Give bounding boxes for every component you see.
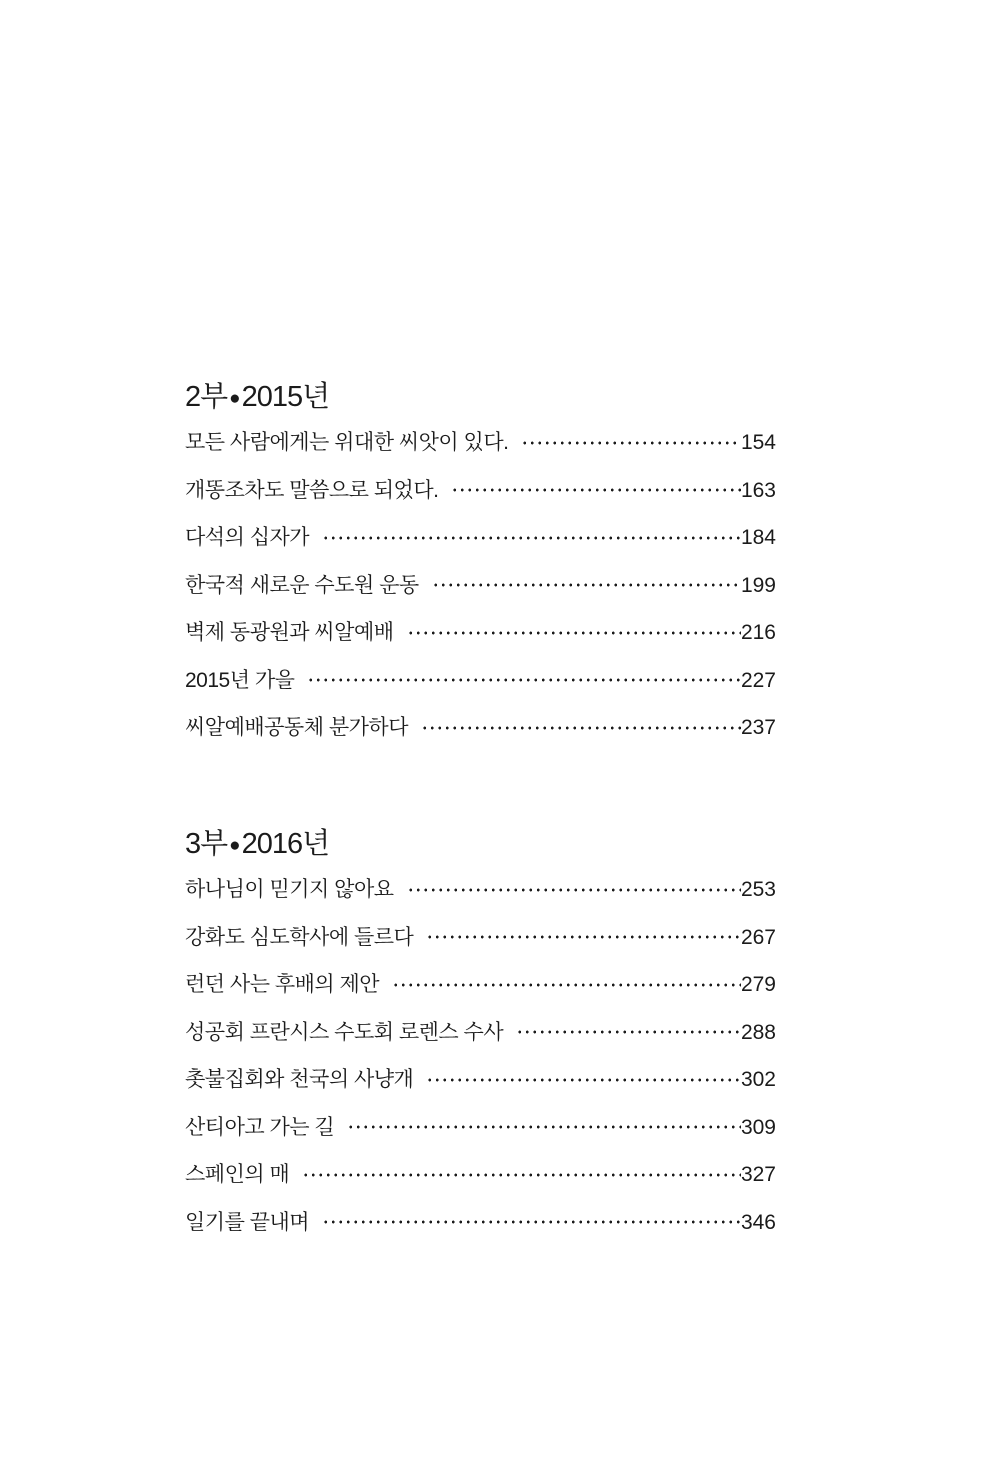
toc-entry-page: 346	[740, 1210, 776, 1234]
toc-entry-label: 산티아고 가는 길	[185, 1115, 335, 1139]
toc-entry-page: 267	[740, 925, 776, 949]
toc-entry-page: 199	[740, 573, 776, 597]
toc-entry	[185, 1163, 776, 1186]
toc-entry	[185, 1116, 776, 1139]
toc-section-part3	[185, 829, 776, 1234]
section-number: 2부	[185, 381, 228, 413]
section-year: 2015년	[241, 381, 330, 413]
toc-entry	[185, 669, 776, 692]
dot-leader	[520, 431, 740, 454]
toc-entry-page: 227	[740, 668, 776, 692]
dot-leader	[346, 1116, 741, 1139]
dot-leader	[420, 716, 741, 739]
bullet-icon: ●	[229, 835, 240, 856]
dot-leader	[321, 526, 741, 549]
toc-entry-page: 309	[740, 1115, 776, 1139]
table-of-contents	[185, 382, 776, 1234]
dot-leader	[431, 574, 741, 597]
toc-entry	[185, 1211, 776, 1234]
dot-leader	[406, 878, 741, 901]
dot-leader	[515, 1021, 741, 1044]
toc-entry-label: 다석의 십자가	[185, 526, 310, 549]
toc-entry	[185, 926, 776, 949]
section-title-part2	[185, 382, 776, 414]
toc-entry	[185, 878, 776, 901]
toc-section-part2	[185, 382, 776, 739]
toc-entry-page: 288	[740, 1020, 776, 1044]
section-number: 3부	[185, 828, 228, 860]
toc-entry	[185, 973, 776, 996]
dot-leader	[301, 1163, 741, 1186]
dot-leader	[321, 1211, 741, 1234]
toc-entry	[185, 526, 776, 549]
toc-entry-label: 모든 사람에게는 위대한 씨앗이 있다.	[185, 431, 509, 454]
toc-entry-label: 강화도 심도학사에 들르다	[185, 925, 414, 949]
toc-entry-label: 2015년 가을	[185, 668, 295, 692]
toc-entry	[185, 479, 776, 502]
toc-entry-label: 성공회 프란시스 수도회 로렌스 수사	[185, 1020, 504, 1044]
toc-entry-label: 런던 사는 후배의 제안	[185, 973, 380, 996]
dot-leader	[425, 926, 741, 949]
toc-entry-page: 327	[740, 1163, 776, 1186]
dot-leader	[425, 1068, 741, 1091]
toc-entry-page: 154	[740, 431, 776, 454]
toc-entry	[185, 431, 776, 454]
toc-entry-list	[185, 878, 776, 1234]
toc-entry-label: 벽제 동광원과 씨알예배	[185, 621, 394, 644]
toc-entry-page: 216	[740, 621, 776, 644]
toc-entry-list	[185, 431, 776, 739]
toc-entry-page: 237	[740, 716, 776, 739]
toc-entry	[185, 621, 776, 644]
dot-leader	[391, 973, 741, 996]
toc-entry-page: 279	[740, 973, 776, 996]
toc-entry-page: 163	[740, 478, 776, 502]
section-year: 2016년	[241, 828, 330, 860]
toc-entry-label: 하나님이 믿기지 않아요	[185, 878, 394, 901]
toc-entry-label: 촛불집회와 천국의 사냥개	[185, 1068, 414, 1091]
dot-leader	[406, 621, 741, 644]
section-title-part3	[185, 829, 776, 861]
toc-entry-label: 스페인의 매	[185, 1163, 290, 1186]
toc-entry-label: 한국적 새로운 수도원 운동	[185, 573, 419, 597]
toc-entry-page: 184	[740, 526, 776, 549]
toc-entry-label: 개똥조차도 말씀으로 되었다.	[185, 478, 439, 502]
toc-entry	[185, 574, 776, 597]
toc-entry-page: 302	[740, 1068, 776, 1091]
toc-entry-page: 253	[740, 878, 776, 901]
toc-entry	[185, 1068, 776, 1091]
toc-entry	[185, 716, 776, 739]
toc-entry	[185, 1021, 776, 1044]
toc-entry-label: 일기를 끝내며	[185, 1210, 310, 1234]
dot-leader	[306, 669, 741, 692]
bullet-icon: ●	[229, 388, 240, 409]
dot-leader	[450, 479, 741, 502]
toc-entry-label: 씨알예배공동체 분가하다	[185, 716, 408, 739]
